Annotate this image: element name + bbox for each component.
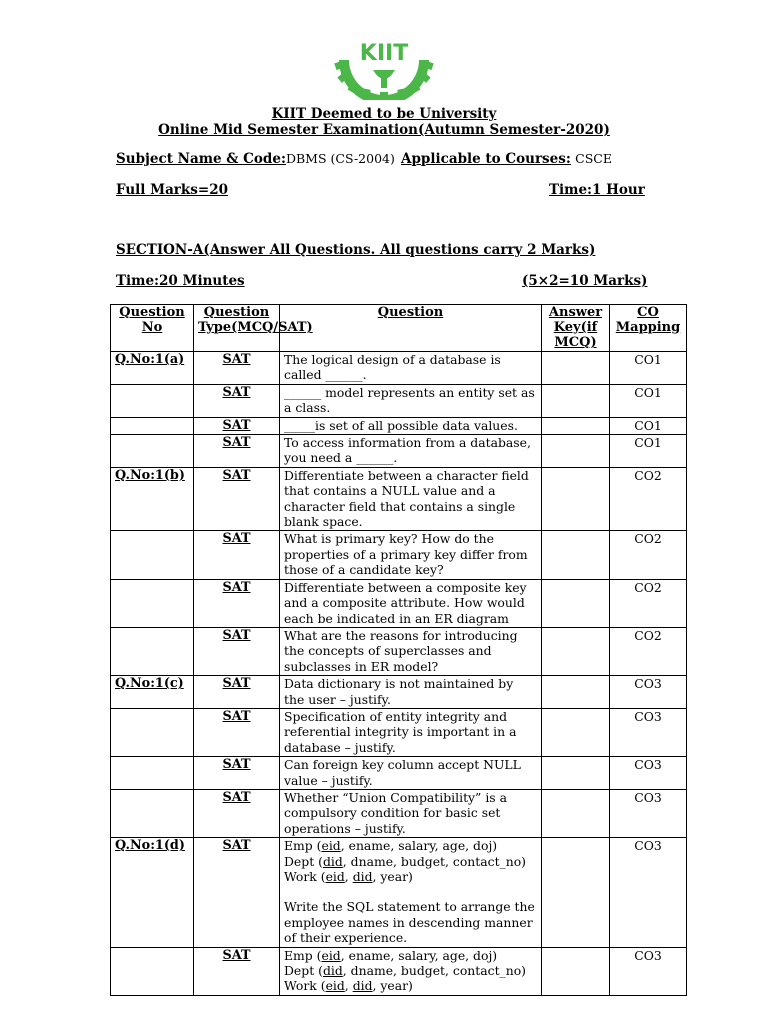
university-title: KIIT Deemed to be University: [271, 106, 497, 122]
answer-key: [542, 467, 610, 531]
table-row: [111, 531, 687, 579]
schema-line: Work (eid, did, year): [284, 869, 413, 884]
co-mapping: CO3: [610, 708, 687, 756]
table-row: [111, 352, 687, 385]
full-marks: Full Marks=20: [116, 182, 228, 198]
answer-key: [542, 579, 610, 627]
schema-line: Dept (did, dname, budget, contact_no): [284, 853, 527, 869]
question-type: SAT: [194, 531, 280, 579]
question-type: SAT: [194, 708, 280, 756]
question-text: [280, 838, 542, 947]
section-time: Time:20 Minutes: [116, 273, 245, 289]
question-text: ______ model represents an entity set as a class.: [280, 384, 542, 417]
table-row: [111, 627, 687, 675]
courses-line: [401, 151, 612, 167]
question-number: Q.No:1(d): [111, 838, 194, 947]
logo-text: KIIT: [359, 41, 409, 66]
question-text: Whether “Union Compatibility” is a compulsory condition for basic set operations – justify.: [280, 789, 542, 837]
answer-key: [542, 417, 610, 434]
question-number: [111, 789, 194, 837]
header-question-no: Question No: [111, 305, 194, 352]
question-number: [111, 757, 194, 790]
table-row: [111, 838, 687, 947]
question-number: [111, 384, 194, 417]
header-co-mapping: CO Mapping: [610, 305, 687, 352]
answer-key: [542, 947, 610, 995]
table-row: [111, 435, 687, 468]
table-row: [111, 384, 687, 417]
question-type: SAT: [194, 435, 280, 468]
co-mapping: CO3: [610, 757, 687, 790]
table-row: [111, 467, 687, 531]
question-type: SAT: [194, 676, 280, 709]
question-number: [111, 435, 194, 468]
co-mapping: CO1: [610, 435, 687, 468]
answer-key: [542, 757, 610, 790]
co-mapping: CO1: [610, 352, 687, 385]
answer-key: [542, 384, 610, 417]
question-type: SAT: [194, 947, 280, 995]
answer-key: [542, 708, 610, 756]
answer-key: [542, 676, 610, 709]
header-question-type: Question Type(MCQ/SAT): [194, 305, 280, 352]
question-number: Q.No:1(c): [111, 676, 194, 709]
table-row: [111, 676, 687, 709]
question-text: [280, 947, 542, 995]
question-number: [111, 417, 194, 434]
question-number: [111, 708, 194, 756]
subject-label: Subject Name & Code:: [116, 151, 286, 167]
co-mapping: CO2: [610, 531, 687, 579]
schema-line: Emp (eid, ename, salary, age, doj): [284, 838, 498, 854]
subject-line: [116, 151, 395, 167]
question-text: The logical design of a database is called ______.: [280, 352, 542, 385]
question-text: Data dictionary is not maintained by the user – justify.: [280, 676, 542, 709]
table-row: [111, 579, 687, 627]
exam-title: Online Mid Semester Examination(Autumn Semester-2020): [158, 122, 610, 138]
header-answer-key: Answer Key(if MCQ): [542, 305, 610, 352]
question-type: SAT: [194, 352, 280, 385]
kiit-logo: [329, 38, 439, 100]
table-header-row: [111, 305, 687, 352]
answer-key: [542, 838, 610, 947]
question-number: [111, 579, 194, 627]
subject-value: DBMS (CS-2004): [285, 151, 395, 166]
question-type: SAT: [194, 757, 280, 790]
question-type: SAT: [194, 789, 280, 837]
question-type: SAT: [194, 467, 280, 531]
question-type: SAT: [194, 417, 280, 434]
question-text: What is primary key? How do the properties of a primary key differ from those of a candidate key?: [280, 531, 542, 579]
courses-label: Applicable to Courses:: [401, 151, 571, 167]
answer-key: [542, 789, 610, 837]
schema-line: Dept (did, dname, budget, contact_no): [284, 963, 527, 979]
co-mapping: CO1: [610, 417, 687, 434]
header-question: Question: [280, 305, 542, 352]
question-type: SAT: [194, 384, 280, 417]
question-type: SAT: [194, 579, 280, 627]
question-type: SAT: [194, 838, 280, 947]
table-row: [111, 708, 687, 756]
co-mapping: CO2: [610, 627, 687, 675]
section-marks: (5×2=10 Marks): [522, 273, 648, 289]
question-number: Q.No:1(b): [111, 467, 194, 531]
courses-value: CSCE: [575, 151, 612, 166]
question-number: [111, 531, 194, 579]
table-row: [111, 789, 687, 837]
answer-key: [542, 531, 610, 579]
co-mapping: CO2: [610, 579, 687, 627]
question-text: _____is set of all possible data values.: [280, 417, 542, 434]
question-text: To access information from a database, you need a ______.: [280, 435, 542, 468]
question-number: Q.No:1(a): [111, 352, 194, 385]
question-number: [111, 947, 194, 995]
co-mapping: CO3: [610, 676, 687, 709]
answer-key: [542, 627, 610, 675]
schema-line: Work (eid, did, year): [284, 978, 413, 994]
co-mapping: CO3: [610, 838, 687, 947]
schema-line: Emp (eid, ename, salary, age, doj): [284, 947, 498, 963]
section-title: SECTION-A(Answer All Questions. All questions carry 2 Marks): [116, 242, 596, 258]
co-mapping: CO2: [610, 467, 687, 531]
table-row: [111, 947, 687, 995]
question-number: [111, 627, 194, 675]
question-text: Can foreign key column accept NULL value – justify.: [280, 757, 542, 790]
answer-key: [542, 435, 610, 468]
co-mapping: CO3: [610, 947, 687, 995]
question-type: SAT: [194, 627, 280, 675]
table-row: [111, 757, 687, 790]
question-text: Differentiate between a character field that contains a NULL value and a character field that contains a single blank space.: [280, 467, 542, 531]
question-text: Specification of entity integrity and referential integrity is important in a database – justify.: [280, 708, 542, 756]
answer-key: [542, 352, 610, 385]
co-mapping: CO3: [610, 789, 687, 837]
co-mapping: CO1: [610, 384, 687, 417]
question-text: Differentiate between a composite key and a composite attribute. How would each be indicated in an ER diagram: [280, 579, 542, 627]
question-table: [110, 304, 687, 996]
question-text: What are the reasons for introducing the concepts of superclasses and subclasses in ER model?: [280, 627, 542, 675]
table-row: [111, 417, 687, 434]
question-body: Write the SQL statement to arrange the employee names in descending manner of their experience.: [284, 899, 535, 946]
exam-time: Time:1 Hour: [549, 182, 645, 198]
